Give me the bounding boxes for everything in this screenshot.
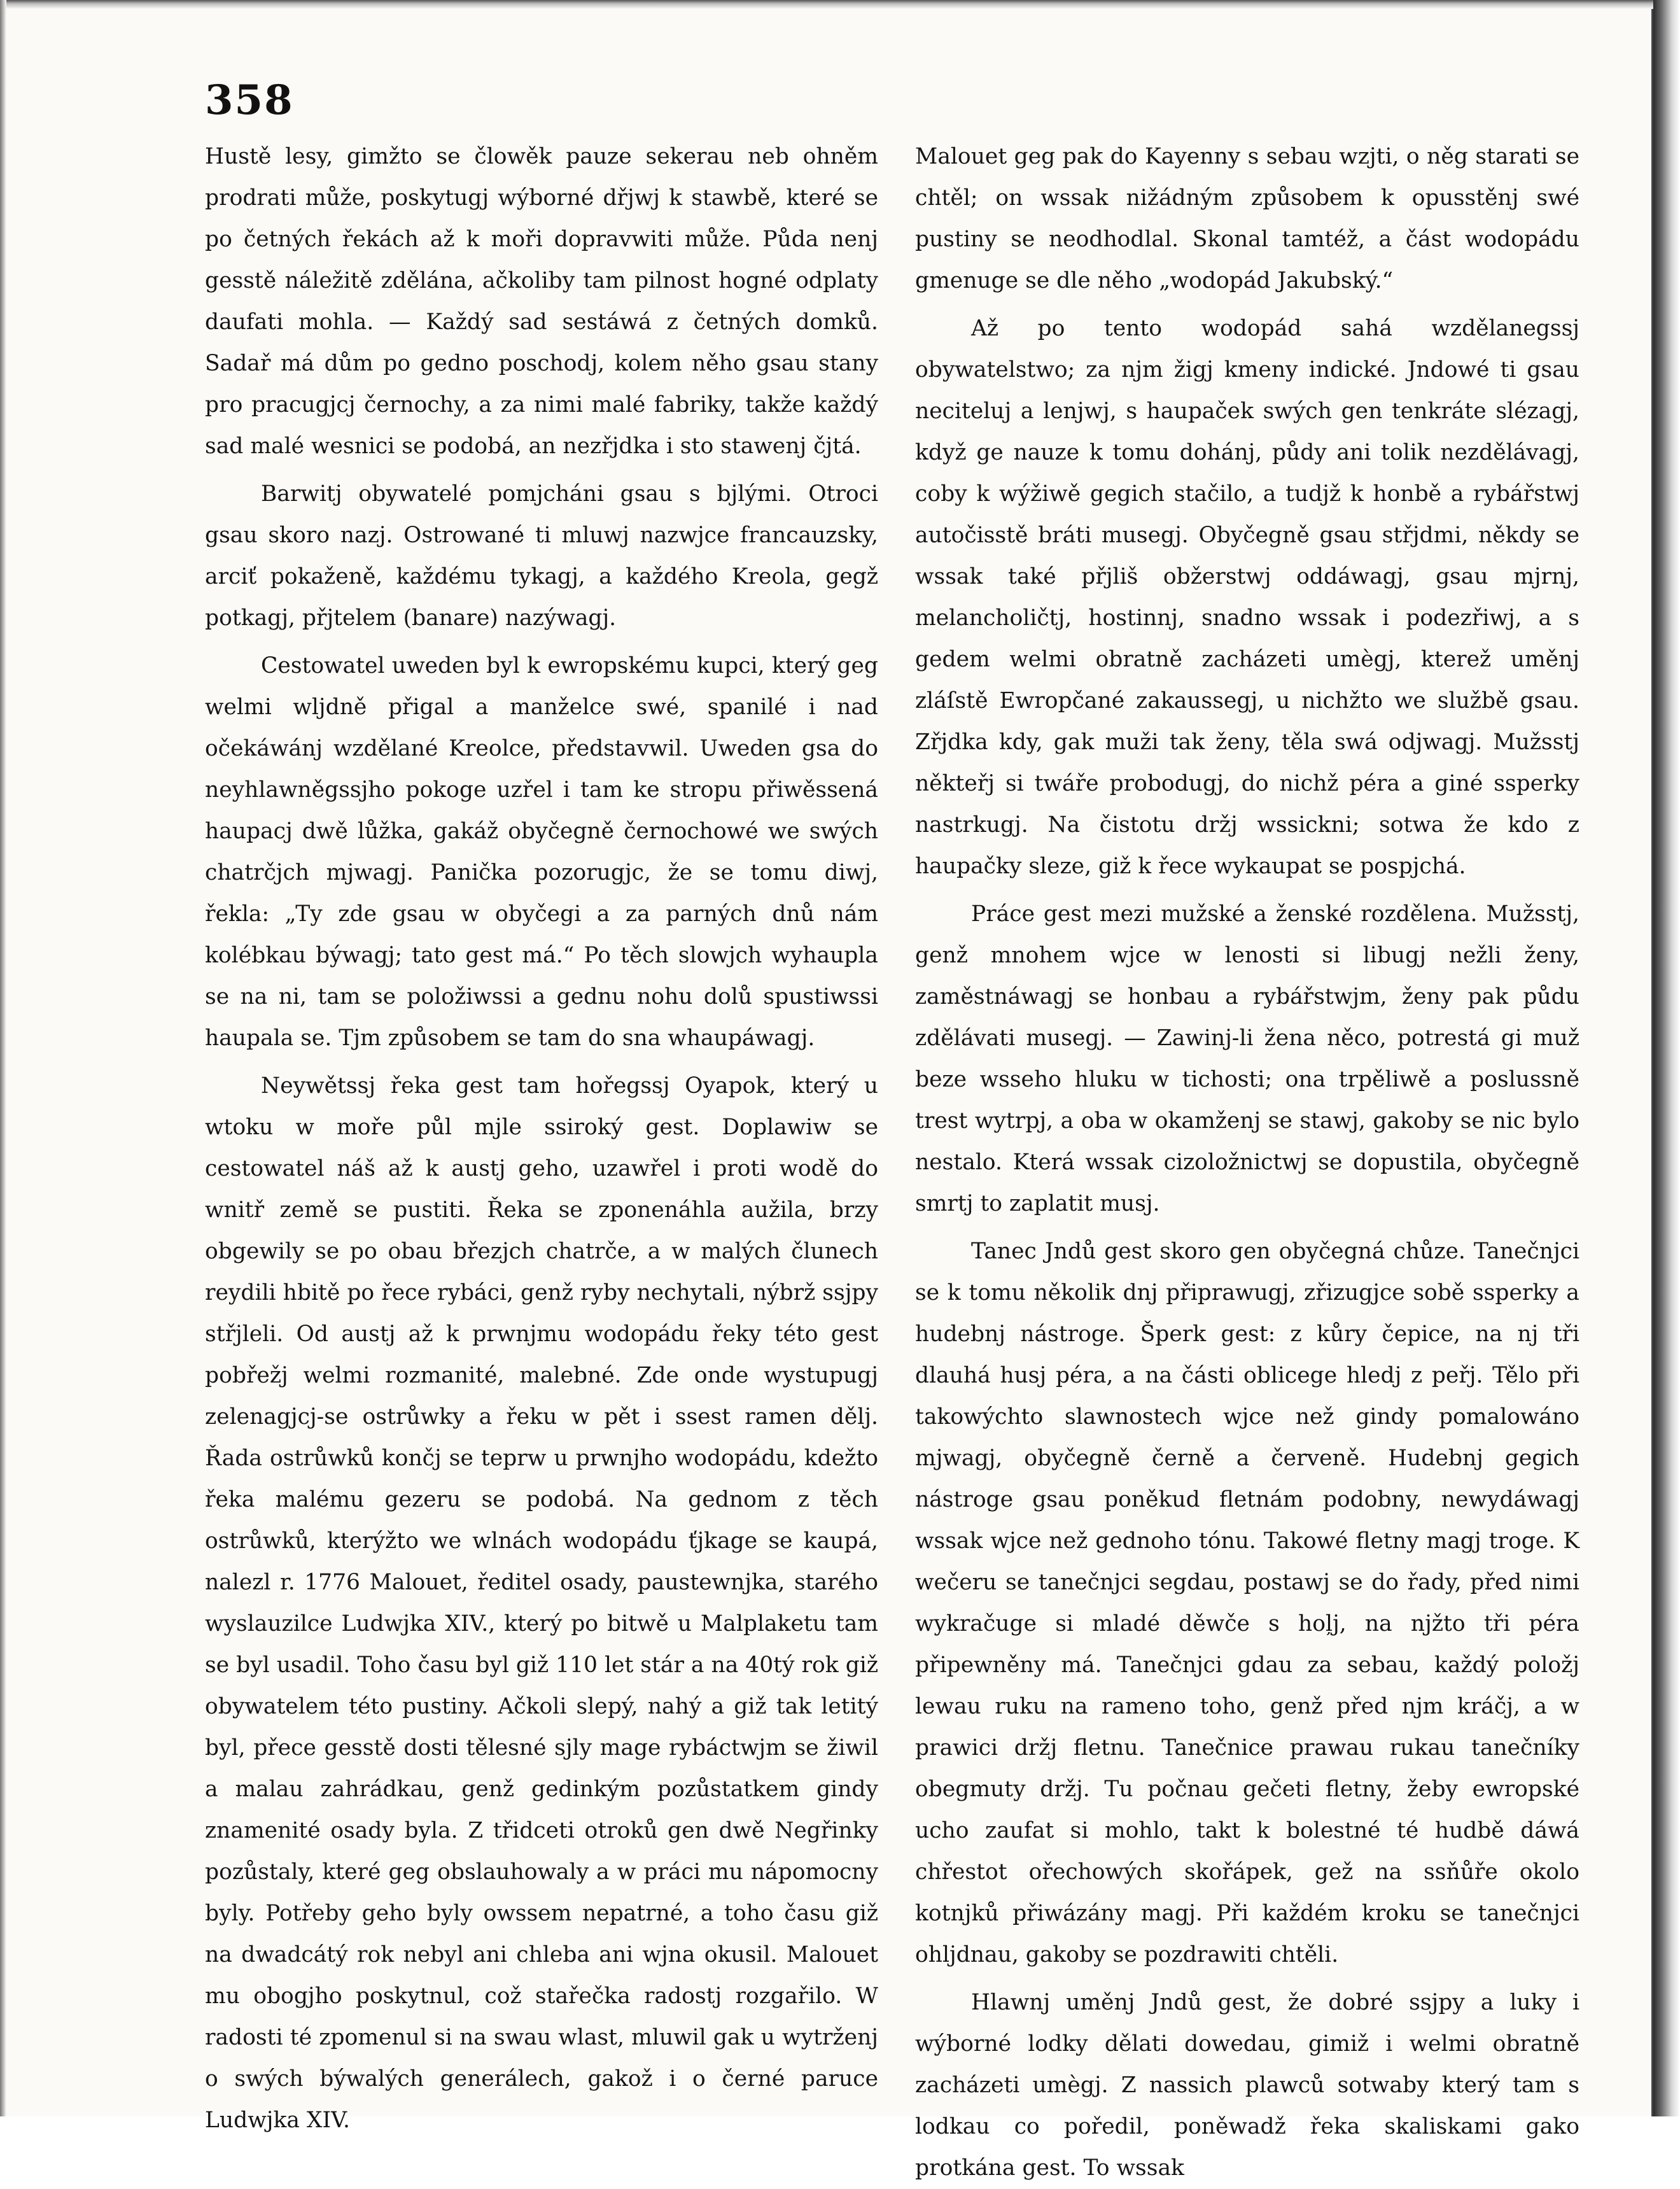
scan-edge-top: [0, 0, 1680, 9]
right-column: [915, 136, 1579, 2189]
scan-edge-right: [1653, 0, 1680, 2116]
paragraph: Práce gest mezi mužské a ženské rozdělena. Mužsstj, genž mnohem wjce w lenosti si libugj nežli ženy, zaměstnáwagj se honbau a rybářstwjm, ženy pak půdu zdělávati musegj. — Zawinj-li žena něco, potrestá gi muž beze wsseho hluku w tichosti; ona trpěliwě a poslussně trest wytrpj, a oba w okamženj se stawj, gakoby se nic bylo nestalo. Která wssak cizoložnictwj se dopustila, obyčegně smrtj to zaplatit musj.: [915, 901, 1579, 1216]
paragraph: Barwitj obywatelé pomjcháni gsau s bjlými. Otroci gsau skoro nazj. Ostrowané ti mluwj nazwjce francauzsky, arciť pokaženě, každému tykagj, a každého Kreola, gegž potkagj, přjtelem (banare) nazýwagj.: [205, 481, 878, 631]
paragraph: Tanec Jndů gest skoro gen obyčegná chůze. Tanečnjci se k tomu několik dnj připrawugj, zřizugjce sobě ssperky a hudebnj nástroge. Šperk gest: z kůry čepice, na nj tři dlauhá husj péra, a na části oblicege hledj z peřj. Tělo při takowýchto slawnostech wjce než gindy pomalowáno mjwagj, obyčegně černě a červeně. Hudebnj gegich nástroge gsau poněkud fletnám podobny, newydáwagj wssak wjce než gednoho tónu. Takowé fletny magj troge. K wečeru se tanečnjci segdau, postawj se do řady, před nimi wykračuge si mladé děwče s hoļj, na njžto tři péra připewněny má. Tanečnjci gdau za sebau, každý položj lewau ruku na rameno toho, genž před njm kráčj, a w prawici držj fletnu. Tanečnice prawau rukau tanečníky obegmuty držj. Tu počnau gečeti fletny, žeby ewropské ucho zaufat si mohlo, takt k bolestné té hudbě dáwá chřestot ořechowých skořápek, gež na ssňůře okolo kotnjků přiwázány magj. Při každém kroku se tanečnjci ohljdnau, gakoby se pozdrawiti chtěli.: [915, 1239, 1579, 1967]
page-number: 358: [205, 76, 294, 124]
paragraph: Neywětssj řeka gest tam hořegssj Oyapok, který u wtoku w moře půl mjle ssiroký gest. Doplawiw se cestowatel náš až k austj geho, uzawřel i proti wodě do wnitř země se pustiti. Řeka se zponenáhla aužila, brzy obgewily se po obau březjch chatrče, a w malých člunech reydili hbitě po řece rybáci, genž ryby nechytali, nýbrž ssjpy střjleli. Od austj až k prwnjmu wodopádu řeky této gest pobřežj welmi rozmanité, malebné. Zde onde wystupugj zelenagjcj-se ostrůwky a řeku w pět i ssest ramen dělj. Řada ostrůwků končj se teprw u prwnjho wodopádu, kdežto řeka malému gezeru se podobá. Na gednom z těch ostrůwků, kterýžto we wlnách wodopádu ťjkage se kaupá, nalezl r. 1776 Malouet, ředitel osady, paustewnjka, starého wyslauzilce Ludwjka XIV., který po bitwě u Malplaketu tam se byl usadil. Toho času byl giž 110 let stár a na 40tý rok giž obywatelem této pustiny. Ačkoli slepý, nahý a giž tak letitý byl, přece gesstě dosti tělesné sjly mage rybáctwjm se žiwil a malau zahrádkau, genž gedinkým pozůstatkem gindy znamenité osady byla. Z třidceti otroků gen dwě Negřinky pozůstaly, které geg obslauhowaly a w práci mu nápomocny byly. Potřeby geho byly owssem nepatrné, a toho času giž na dwadcátý rok nebyl ani chleba ani wjna okusil. Malouet mu obogjho poskytnul, což stařečka radostj rozgařilo. W radosti té zpomenul si na swau wlast, mluwil gak u wytrženj o swých býwalých generálech, gakož i o černé paruce Ludwjka XIV.: [205, 1073, 878, 2133]
paragraph: Hustě lesy, gimžto se člowěk pauze sekerau neb ohněm prodrati může, poskytugj wýborné dřjwj k stawbě, které se po četných řekách až k moři dopravwiti může. Půda nenj gesstě náležitě zdělána, ačkoliby tam pilnost hogné odplaty daufati mohla. — Každý sad sestáwá z četných domků. Sadař má dům po gedno poschodj, kolem něho gsau stany pro pracugjcj černochy, a za nimi malé fabriky, takže každý sad malé wesnici se podobá, an nezřjdka i sto stawenj čjtá.: [205, 144, 878, 459]
paragraph: Až po tento wodopád sahá wzdělanegssj obywatelstwo; za njm žigj kmeny indické. Jndowé ti gsau neciteluj a lenjwj, s haupaček swých gen tenkráte slézagj, když ge nauze k tomu dohánj, půdy ani tolik nezdělávagj, coby k wýžiwě gegich stačilo, a tudjž k honbě a rybářstwj autočisstě bráti musegj. Obyčegně gsau střjdmi, někdy se wssak také přjliš obžerstwj oddáwagj, gsau mjrnj, melancholičtj, hostinnj, snadno wssak i podezřiwj, a s gedem welmi obratně zacházeti umègj, kterež uměnj zláſstě Ewropčané zakaussegj, u nichžto we službě gsau. Zřjdka kdy, gak muži tak ženy, těla swá odjwagj. Mužsstj někteřj si twáře probodugj, do nichž péra a giné ssperky nastrkugj. Na čistotu držj wssickni; sotwa že kdo z haupačky sleze, giž k řece wykaupat se pospjchá.: [915, 316, 1579, 879]
paragraph: Cestowatel uweden byl k ewropskému kupci, který geg welmi wljdně přigal a manželce swé, spanilé i nad očekáwánj wzdělané Kreolce, představwil. Uweden gsa do neyhlawněgssjho pokoge uzřel i tam ke stropu přiwěssená haupacj dwě lůžka, gakáž obyčegně černochowé we swých chatrčjch mjwagj. Panička pozorugjc, že se tomu diwj, řekla: „Ty zde gsau w obyčegi a za parných dnů nám kolébkau býwagj; tato gest má.“ Po těch slowjch wyhaupla se na ni, tam se položiwssi a gednu nohu dolů spustiwssi haupala se. Tjm způsobem se tam do sna whaupáwagj.: [205, 653, 878, 1051]
scan-edge-left: [0, 0, 6, 2116]
left-column: [205, 136, 878, 2141]
paragraph: Hlawnj uměnj Jndů gest, že dobré ssjpy a luky i wýborné lodky dělati dowedau, gimiž i welmi obratně zacházeti umègj. Z nassich plawců sotwaby který tam s lodkau co poředil, poněwadž řeka skaliskami gako protkána gest. To wssak: [915, 1990, 1579, 2181]
paragraph: Malouet geg pak do Kayenny s sebau wzjti, o něg starati se chtěl; on wssak nižádným způsobem k opusstěnj swé pustiny se neodhodlal. Skonal tamtéž, a část wodopádu gmenuge se dle něho „wodopád Jakubský.“: [915, 144, 1579, 293]
